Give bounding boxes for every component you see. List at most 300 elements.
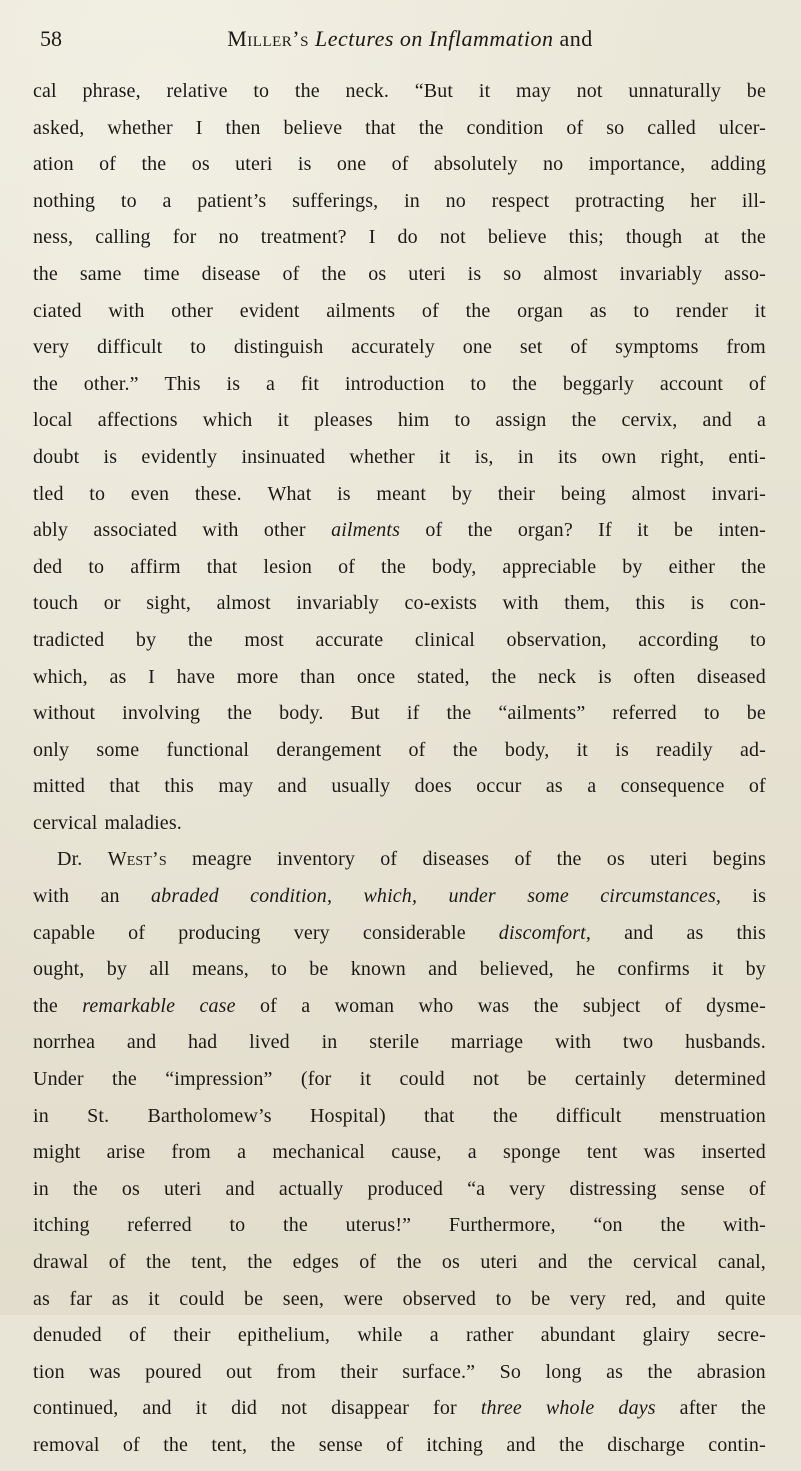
word: I bbox=[368, 226, 376, 249]
word: to bbox=[229, 1214, 246, 1237]
word: secre- bbox=[717, 1324, 766, 1347]
word: no bbox=[543, 153, 564, 176]
word: out bbox=[226, 1360, 253, 1383]
word: in bbox=[404, 189, 420, 212]
word: only bbox=[33, 738, 70, 761]
word: organ bbox=[517, 299, 564, 322]
word: means, bbox=[191, 958, 249, 981]
word: affirm bbox=[130, 555, 181, 578]
text-line bbox=[33, 519, 766, 556]
word: uteri bbox=[480, 1251, 518, 1273]
word: referred bbox=[612, 702, 677, 725]
word: the bbox=[533, 994, 559, 1017]
word: ailments bbox=[331, 519, 401, 542]
text-line bbox=[33, 1141, 766, 1178]
word: to bbox=[120, 189, 137, 212]
word: respect bbox=[491, 189, 550, 212]
word: the bbox=[227, 702, 253, 725]
word: one bbox=[336, 153, 367, 176]
word: this; bbox=[568, 226, 604, 249]
word: have bbox=[176, 665, 216, 688]
word: of bbox=[748, 372, 766, 395]
word: the bbox=[381, 555, 406, 578]
word: of bbox=[664, 994, 682, 1017]
word: I bbox=[148, 665, 155, 688]
word: asso- bbox=[724, 262, 766, 285]
word: diseases bbox=[422, 848, 490, 871]
word: to bbox=[190, 336, 207, 359]
word: these. bbox=[194, 482, 242, 505]
word: be bbox=[244, 1287, 264, 1310]
word: believe bbox=[487, 226, 547, 249]
word: a bbox=[162, 189, 172, 212]
word: to bbox=[750, 628, 766, 651]
word: to bbox=[88, 555, 105, 578]
word: occur bbox=[476, 775, 522, 798]
word: body. bbox=[279, 702, 324, 725]
word: ad- bbox=[739, 738, 766, 761]
word: cal bbox=[33, 80, 57, 102]
word: which, bbox=[363, 885, 418, 908]
word: other bbox=[171, 299, 214, 322]
word: and bbox=[506, 1433, 536, 1456]
word: involving bbox=[122, 702, 201, 725]
word: of bbox=[128, 921, 146, 944]
word: condition, bbox=[250, 885, 333, 908]
word: adding bbox=[710, 153, 766, 176]
word: or bbox=[103, 592, 121, 615]
word: beggarly bbox=[562, 372, 634, 395]
word: symptoms bbox=[615, 336, 699, 359]
word: in bbox=[321, 1031, 338, 1054]
word: discharge bbox=[607, 1433, 685, 1456]
word: and bbox=[225, 1177, 255, 1200]
word: according bbox=[638, 628, 719, 651]
word: sponge bbox=[503, 1141, 561, 1164]
word: a bbox=[467, 1141, 477, 1164]
word: be bbox=[673, 519, 694, 542]
word: nothing bbox=[33, 189, 96, 212]
word: phrase, bbox=[82, 80, 141, 102]
text-line bbox=[33, 409, 766, 446]
word: right, bbox=[660, 445, 705, 468]
word: from bbox=[171, 1141, 211, 1164]
word: If bbox=[598, 519, 612, 542]
word: which, bbox=[33, 665, 88, 688]
word: of bbox=[570, 336, 588, 359]
word: of bbox=[259, 994, 277, 1017]
word: very bbox=[33, 336, 70, 359]
word: dysme- bbox=[706, 994, 766, 1017]
word: who bbox=[418, 994, 454, 1017]
word: lesion bbox=[263, 555, 313, 578]
word: not bbox=[439, 226, 466, 249]
word: with bbox=[33, 885, 70, 908]
word: were bbox=[343, 1287, 384, 1310]
word: of bbox=[122, 1433, 140, 1456]
word: to bbox=[454, 409, 471, 432]
word: by bbox=[451, 482, 473, 505]
word: poured bbox=[145, 1360, 202, 1383]
word: associated bbox=[93, 519, 178, 542]
word: ation bbox=[33, 153, 74, 176]
word: stated, bbox=[416, 665, 470, 688]
word: same bbox=[79, 262, 122, 285]
word: more bbox=[236, 665, 279, 688]
word: was bbox=[477, 994, 510, 1017]
word: producing bbox=[178, 921, 261, 944]
word: of bbox=[748, 775, 766, 798]
word: meant bbox=[376, 482, 427, 505]
word: own bbox=[601, 445, 637, 468]
word: con- bbox=[729, 592, 766, 615]
word: ably bbox=[33, 519, 69, 542]
word: three bbox=[480, 1397, 522, 1420]
word: is bbox=[598, 665, 612, 688]
word: a bbox=[429, 1324, 439, 1347]
word: Dr. bbox=[57, 848, 83, 871]
word: diseased bbox=[696, 665, 766, 688]
text-line bbox=[33, 1068, 766, 1105]
word: set bbox=[519, 336, 543, 359]
word: then bbox=[225, 116, 261, 139]
word: accurate bbox=[315, 628, 384, 651]
word: tled bbox=[33, 482, 64, 505]
word: usually bbox=[331, 775, 391, 798]
word: him bbox=[397, 409, 430, 432]
text-line bbox=[33, 446, 766, 483]
word: and bbox=[538, 1251, 568, 1273]
word: doubt bbox=[33, 445, 80, 468]
word: os bbox=[191, 153, 210, 176]
text-line bbox=[33, 775, 766, 812]
word: under bbox=[448, 885, 496, 908]
text-line bbox=[33, 995, 766, 1032]
text-line bbox=[33, 556, 766, 593]
word: of bbox=[748, 1177, 766, 1200]
word: contin- bbox=[708, 1433, 766, 1456]
word: this bbox=[635, 592, 666, 615]
word: the bbox=[647, 1360, 673, 1383]
word: a bbox=[237, 1141, 247, 1164]
word: without bbox=[33, 702, 96, 725]
word: the bbox=[33, 262, 58, 285]
text-line bbox=[33, 1361, 766, 1398]
word: the bbox=[270, 1433, 296, 1456]
word: the bbox=[741, 1397, 766, 1420]
word: uteri bbox=[650, 848, 688, 871]
word: subject bbox=[582, 994, 641, 1017]
word: affections bbox=[97, 409, 178, 432]
word: Under bbox=[33, 1068, 84, 1091]
word: West’s bbox=[107, 848, 167, 871]
word: the bbox=[247, 1251, 273, 1273]
word: to bbox=[470, 372, 487, 395]
word: of bbox=[282, 262, 300, 285]
word: distressing bbox=[569, 1177, 657, 1200]
word: once bbox=[356, 665, 396, 688]
text-line bbox=[33, 373, 766, 410]
word: it bbox=[478, 80, 491, 102]
word: the bbox=[141, 153, 167, 176]
word: the bbox=[294, 80, 320, 102]
word: and bbox=[277, 775, 307, 798]
word: So bbox=[499, 1360, 522, 1383]
word: accurately bbox=[351, 336, 435, 359]
word: evident bbox=[239, 299, 300, 322]
word: observation, bbox=[506, 628, 607, 651]
word: it bbox=[637, 519, 649, 542]
word: though bbox=[625, 226, 683, 249]
text-line bbox=[33, 300, 766, 337]
word: os bbox=[368, 262, 387, 285]
word: is bbox=[297, 153, 312, 176]
word: the bbox=[452, 738, 478, 761]
word: arise bbox=[106, 1141, 146, 1164]
word: case bbox=[199, 994, 236, 1017]
word: whether bbox=[349, 445, 415, 468]
word: sight, bbox=[146, 592, 192, 615]
word: in bbox=[517, 445, 534, 468]
word: the bbox=[741, 226, 766, 249]
text-line bbox=[33, 226, 766, 263]
text-line bbox=[33, 1214, 766, 1251]
word: begins bbox=[712, 848, 766, 871]
word: with bbox=[554, 1031, 592, 1054]
word: introduction bbox=[344, 372, 445, 395]
word: other bbox=[263, 519, 306, 542]
page-header bbox=[40, 26, 780, 60]
word: it bbox=[576, 738, 589, 761]
word: that bbox=[424, 1104, 455, 1127]
word: whether bbox=[107, 116, 173, 139]
word: with bbox=[108, 299, 145, 322]
word: of bbox=[108, 1251, 126, 1273]
word: Hospital) bbox=[309, 1104, 386, 1127]
word: of bbox=[425, 519, 443, 542]
word: uteri bbox=[408, 262, 446, 285]
word: evidently bbox=[141, 445, 218, 468]
word: drawal bbox=[33, 1251, 89, 1273]
word: asked, bbox=[33, 116, 85, 139]
word: cervical bbox=[33, 811, 98, 834]
word: most bbox=[244, 628, 284, 651]
word: What bbox=[267, 482, 312, 505]
word: (for bbox=[300, 1068, 332, 1091]
word: known bbox=[350, 958, 406, 981]
word: if bbox=[406, 702, 420, 725]
word: invariably bbox=[619, 262, 703, 285]
word: “on bbox=[593, 1214, 623, 1237]
word: Furthermore, bbox=[448, 1214, 556, 1237]
text-line bbox=[33, 592, 766, 629]
word: by bbox=[622, 555, 643, 578]
word: neck bbox=[537, 665, 577, 688]
text-line bbox=[33, 1434, 766, 1471]
word: the bbox=[33, 372, 58, 395]
word: believe bbox=[283, 116, 343, 139]
word: and bbox=[676, 1287, 706, 1310]
body-text bbox=[33, 80, 766, 1471]
word: condition bbox=[466, 116, 544, 139]
word: one bbox=[462, 336, 493, 359]
word: the bbox=[146, 1251, 171, 1273]
text-line bbox=[33, 922, 766, 959]
word: the bbox=[72, 1177, 98, 1200]
word: capable bbox=[33, 921, 96, 944]
word: distinguish bbox=[233, 336, 324, 359]
word: be bbox=[309, 958, 329, 981]
word: an bbox=[100, 885, 120, 908]
word: either bbox=[668, 555, 716, 578]
word: their bbox=[497, 482, 536, 505]
word: quite bbox=[725, 1287, 766, 1310]
word: at bbox=[704, 226, 720, 249]
word: of bbox=[359, 1251, 377, 1273]
word: was bbox=[89, 1360, 121, 1383]
word: days bbox=[618, 1397, 656, 1420]
word: pleases bbox=[314, 409, 373, 432]
running-head-end: and bbox=[559, 26, 593, 51]
word: organ? bbox=[517, 519, 573, 542]
word: calling bbox=[95, 226, 151, 249]
word: inserted bbox=[701, 1141, 766, 1164]
word: even bbox=[130, 482, 170, 505]
word: and bbox=[702, 409, 732, 432]
word: so bbox=[503, 262, 522, 285]
word: while bbox=[357, 1324, 403, 1347]
word: menstruation bbox=[659, 1104, 766, 1127]
word: the bbox=[741, 555, 766, 578]
word: their bbox=[173, 1324, 211, 1347]
text-line bbox=[33, 80, 766, 117]
word: it bbox=[277, 409, 289, 432]
word: removal bbox=[33, 1433, 100, 1456]
word: a bbox=[301, 994, 311, 1017]
word: sense bbox=[318, 1433, 363, 1456]
word: abraded bbox=[151, 885, 219, 908]
word: abundant bbox=[540, 1324, 616, 1347]
word: “ailments” bbox=[498, 702, 586, 725]
word: this bbox=[736, 921, 766, 944]
word: co-exists bbox=[404, 592, 477, 615]
word: “a bbox=[467, 1177, 486, 1200]
word: of bbox=[129, 1324, 147, 1347]
word: very bbox=[293, 921, 330, 944]
word: produced bbox=[367, 1177, 444, 1200]
word: be bbox=[531, 1287, 551, 1310]
word: of bbox=[99, 153, 117, 176]
word: assign bbox=[495, 409, 547, 432]
word: ulcer- bbox=[718, 116, 766, 139]
word: the bbox=[418, 116, 444, 139]
word: the bbox=[559, 1433, 584, 1456]
word: could bbox=[399, 1068, 445, 1091]
word: cervical bbox=[633, 1251, 698, 1273]
word: ness, bbox=[33, 226, 74, 249]
word: by bbox=[745, 958, 766, 981]
word: do bbox=[397, 226, 418, 249]
word: fit bbox=[300, 372, 320, 395]
word: functional bbox=[166, 738, 250, 761]
word: this bbox=[164, 775, 194, 798]
word: very bbox=[569, 1287, 606, 1310]
word: of bbox=[514, 848, 532, 871]
word: and bbox=[428, 958, 458, 981]
page-number: 58 bbox=[40, 26, 62, 51]
word: lived bbox=[249, 1031, 290, 1054]
text-line bbox=[33, 117, 766, 154]
word: almost bbox=[216, 592, 271, 615]
word: actually bbox=[278, 1177, 344, 1200]
word: that bbox=[365, 116, 396, 139]
word: for bbox=[172, 226, 197, 249]
word: with bbox=[502, 592, 539, 615]
word: circumstances, bbox=[600, 885, 722, 908]
word: inventory bbox=[277, 848, 356, 871]
word: and bbox=[126, 1031, 157, 1054]
word: is bbox=[103, 445, 118, 468]
word: them, bbox=[564, 592, 610, 615]
word: the bbox=[512, 372, 537, 395]
word: insinuated bbox=[241, 445, 326, 468]
word: of bbox=[566, 116, 584, 139]
word: tent, bbox=[191, 1251, 228, 1273]
word: tent, bbox=[211, 1433, 248, 1456]
word: the bbox=[396, 1251, 422, 1273]
word: body, bbox=[504, 738, 550, 761]
word: some bbox=[527, 885, 569, 908]
word: sterile bbox=[369, 1031, 420, 1054]
word: long bbox=[545, 1360, 582, 1383]
word: invariably bbox=[296, 592, 379, 615]
word: its bbox=[557, 445, 578, 468]
word: and bbox=[142, 1397, 172, 1420]
word: their bbox=[340, 1360, 378, 1383]
text-line bbox=[33, 1178, 766, 1215]
text-line bbox=[33, 812, 766, 849]
word: patient’s bbox=[197, 189, 267, 212]
word: the bbox=[163, 1433, 189, 1456]
word: with bbox=[202, 519, 239, 542]
word: continued, bbox=[33, 1397, 119, 1420]
word: of bbox=[338, 555, 356, 578]
word: disappear bbox=[331, 1397, 410, 1420]
word: time bbox=[143, 262, 180, 285]
word: appreciable bbox=[502, 555, 597, 578]
text-line bbox=[33, 1105, 766, 1142]
word: from bbox=[276, 1360, 316, 1383]
word: and bbox=[624, 921, 654, 944]
word: other.” bbox=[83, 372, 139, 395]
word: the bbox=[556, 848, 582, 871]
word: as bbox=[545, 775, 563, 798]
text-line bbox=[33, 1251, 766, 1288]
word: uteri bbox=[235, 153, 273, 176]
word: to bbox=[89, 482, 106, 505]
word: almost bbox=[543, 262, 598, 285]
word: touch bbox=[33, 592, 79, 615]
word: the bbox=[571, 409, 597, 432]
word: of bbox=[408, 738, 426, 761]
word: ailments bbox=[326, 299, 396, 322]
word: the bbox=[491, 665, 517, 688]
word: almost bbox=[631, 482, 686, 505]
word: epithelium, bbox=[237, 1324, 331, 1347]
word: by bbox=[135, 628, 157, 651]
word: was bbox=[643, 1141, 676, 1164]
word: edges bbox=[292, 1251, 339, 1273]
